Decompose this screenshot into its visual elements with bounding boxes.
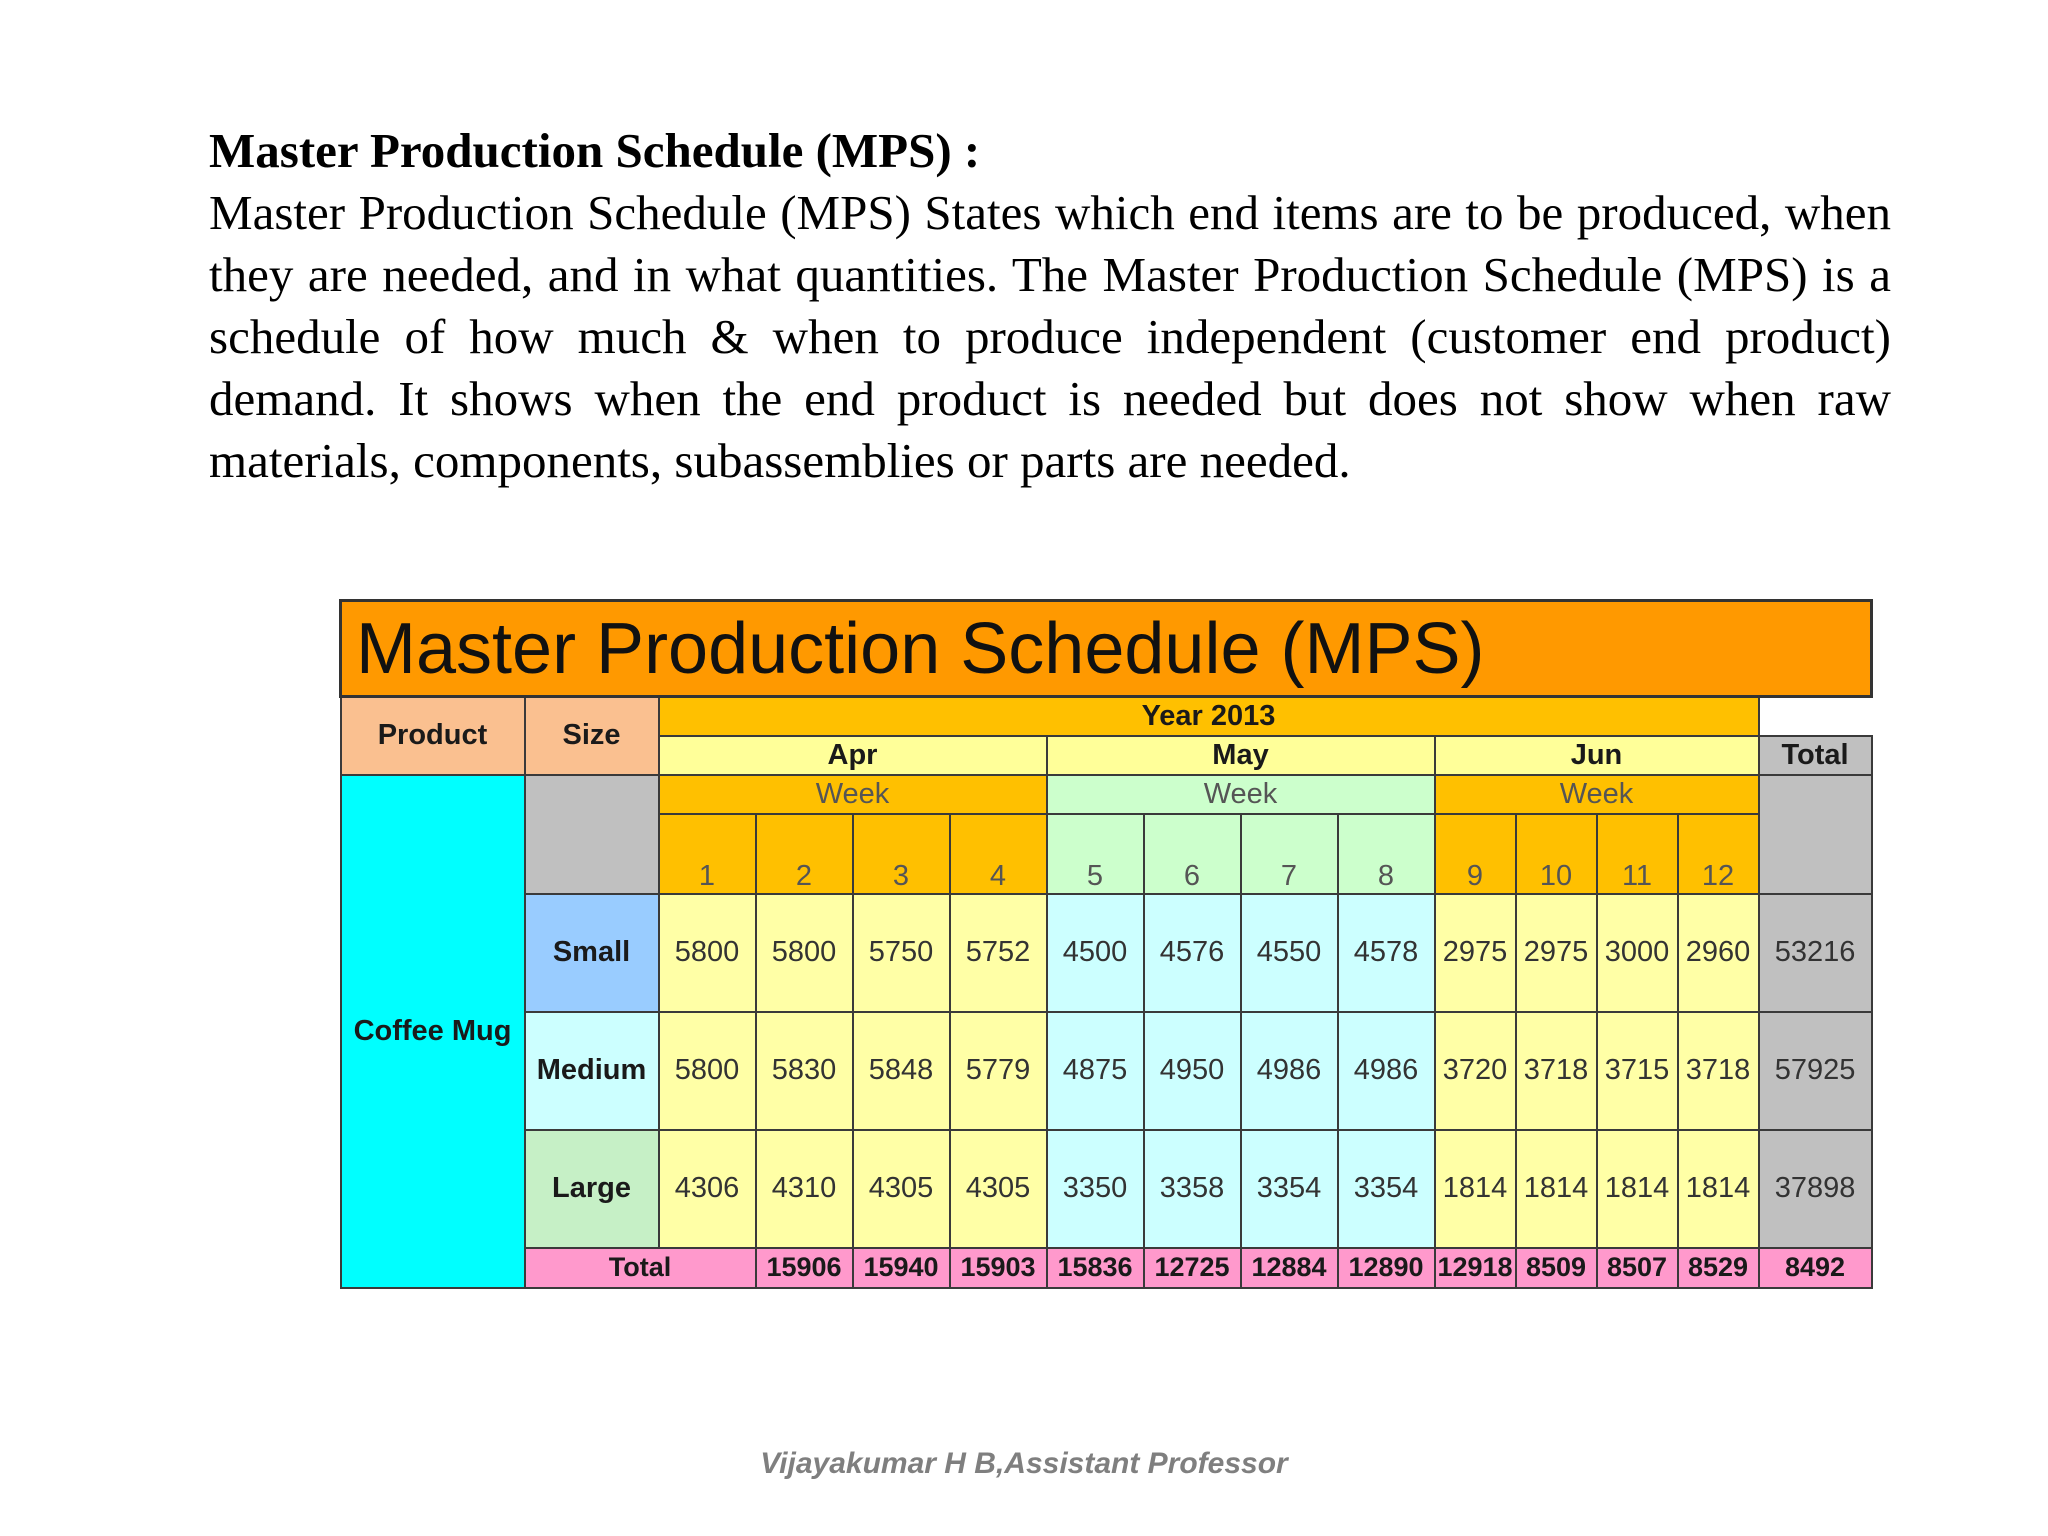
table-row [341, 894, 1872, 1012]
data-cell: 4500 [1047, 894, 1144, 1012]
row-total-cell: 37898 [1759, 1130, 1872, 1248]
product-cell-coffee-mug: Coffee Mug [341, 775, 525, 1288]
data-cell: 5800 [659, 894, 756, 1012]
data-cell: 4986 [1241, 1012, 1338, 1130]
week-number: 4 [950, 814, 1047, 894]
footer-credit: Vijayakumar H B,Assistant Professor [760, 1447, 1288, 1480]
data-cell: 2975 [1435, 894, 1516, 1012]
week-number: 12 [1678, 814, 1759, 894]
week-total-cell: 12918 [1435, 1248, 1516, 1288]
week-number: 1 [659, 814, 756, 894]
week-label-jun: Week [1435, 775, 1759, 814]
total-row-label: Total [525, 1248, 756, 1288]
week-number: 10 [1516, 814, 1597, 894]
data-cell: 4576 [1144, 894, 1241, 1012]
week-number: 5 [1047, 814, 1144, 894]
size-header: Size [525, 697, 659, 775]
year-header: Year 2013 [659, 697, 1759, 736]
size-cell: Small [525, 894, 659, 1012]
total-header: Total [1759, 736, 1872, 775]
data-cell: 1814 [1597, 1130, 1678, 1248]
table-row [341, 1130, 1872, 1248]
description-paragraph: Master Production Schedule (MPS) States which end items are to be produced, when they are needed, and in what quantities. The Master Production Schedule (MPS) is a schedule of how much & when to produce independent (customer end product) demand. It shows when the end product is needed but does not show when raw materials, components, subassemblies or parts are needed. [209, 185, 1891, 488]
week-number: 8 [1338, 814, 1435, 894]
data-cell: 5800 [659, 1012, 756, 1130]
data-cell: 4305 [950, 1130, 1047, 1248]
week-total-cell: 15940 [853, 1248, 950, 1288]
data-cell: 5752 [950, 894, 1047, 1012]
data-cell: 3720 [1435, 1012, 1516, 1130]
week-number: 3 [853, 814, 950, 894]
total-row [341, 1248, 1872, 1288]
month-jun: Jun [1435, 736, 1759, 775]
data-cell: 3350 [1047, 1130, 1144, 1248]
week-number: 7 [1241, 814, 1338, 894]
data-cell: 4950 [1144, 1012, 1241, 1130]
total-blank-cell [1759, 775, 1872, 894]
table-title: Master Production Schedule (MPS) [341, 601, 1872, 697]
data-cell: 4986 [1338, 1012, 1435, 1130]
data-cell: 5779 [950, 1012, 1047, 1130]
data-cell: 1814 [1678, 1130, 1759, 1248]
week-total-cell: 15906 [756, 1248, 853, 1288]
size-blank-cell [525, 775, 659, 894]
data-cell: 3354 [1241, 1130, 1338, 1248]
data-cell: 3718 [1516, 1012, 1597, 1130]
data-cell: 5750 [853, 894, 950, 1012]
week-total-cell: 12890 [1338, 1248, 1435, 1288]
row-total-cell: 57925 [1759, 1012, 1872, 1130]
week-total-cell: 8529 [1678, 1248, 1759, 1288]
data-cell: 3000 [1597, 894, 1678, 1012]
week-total-cell: 12725 [1144, 1248, 1241, 1288]
data-cell: 4305 [853, 1130, 950, 1248]
table-row [341, 1012, 1872, 1130]
week-total-cell: 15836 [1047, 1248, 1144, 1288]
week-number: 9 [1435, 814, 1516, 894]
month-may: May [1047, 736, 1435, 775]
data-cell: 4550 [1241, 894, 1338, 1012]
data-cell: 5800 [756, 894, 853, 1012]
data-cell: 4578 [1338, 894, 1435, 1012]
data-cell: 1814 [1435, 1130, 1516, 1248]
mps-table [339, 599, 1873, 1289]
data-cell: 1814 [1516, 1130, 1597, 1248]
week-total-cell: 8509 [1516, 1248, 1597, 1288]
data-cell: 2960 [1678, 894, 1759, 1012]
row-total-cell: 53216 [1759, 894, 1872, 1012]
week-label-apr: Week [659, 775, 1047, 814]
data-cell: 2975 [1516, 894, 1597, 1012]
month-apr: Apr [659, 736, 1047, 775]
section-heading: Master Production Schedule (MPS) : [209, 123, 981, 178]
data-cell: 4306 [659, 1130, 756, 1248]
data-cell: 3718 [1678, 1012, 1759, 1130]
data-cell: 5848 [853, 1012, 950, 1130]
week-number: 2 [756, 814, 853, 894]
data-cell: 4875 [1047, 1012, 1144, 1130]
data-cell: 3715 [1597, 1012, 1678, 1130]
week-total-cell: 8507 [1597, 1248, 1678, 1288]
week-label-may: Week [1047, 775, 1435, 814]
week-total-cell: 8492 [1759, 1248, 1872, 1288]
data-cell: 5830 [756, 1012, 853, 1130]
data-cell: 4310 [756, 1130, 853, 1248]
data-cell: 3358 [1144, 1130, 1241, 1248]
week-number: 6 [1144, 814, 1241, 894]
size-cell: Medium [525, 1012, 659, 1130]
size-cell: Large [525, 1130, 659, 1248]
week-total-cell: 15903 [950, 1248, 1047, 1288]
data-cell: 3354 [1338, 1130, 1435, 1248]
product-header: Product [341, 697, 525, 775]
week-total-cell: 12884 [1241, 1248, 1338, 1288]
text-block [209, 120, 1891, 492]
week-number: 11 [1597, 814, 1678, 894]
blank-corner [1759, 697, 1872, 736]
